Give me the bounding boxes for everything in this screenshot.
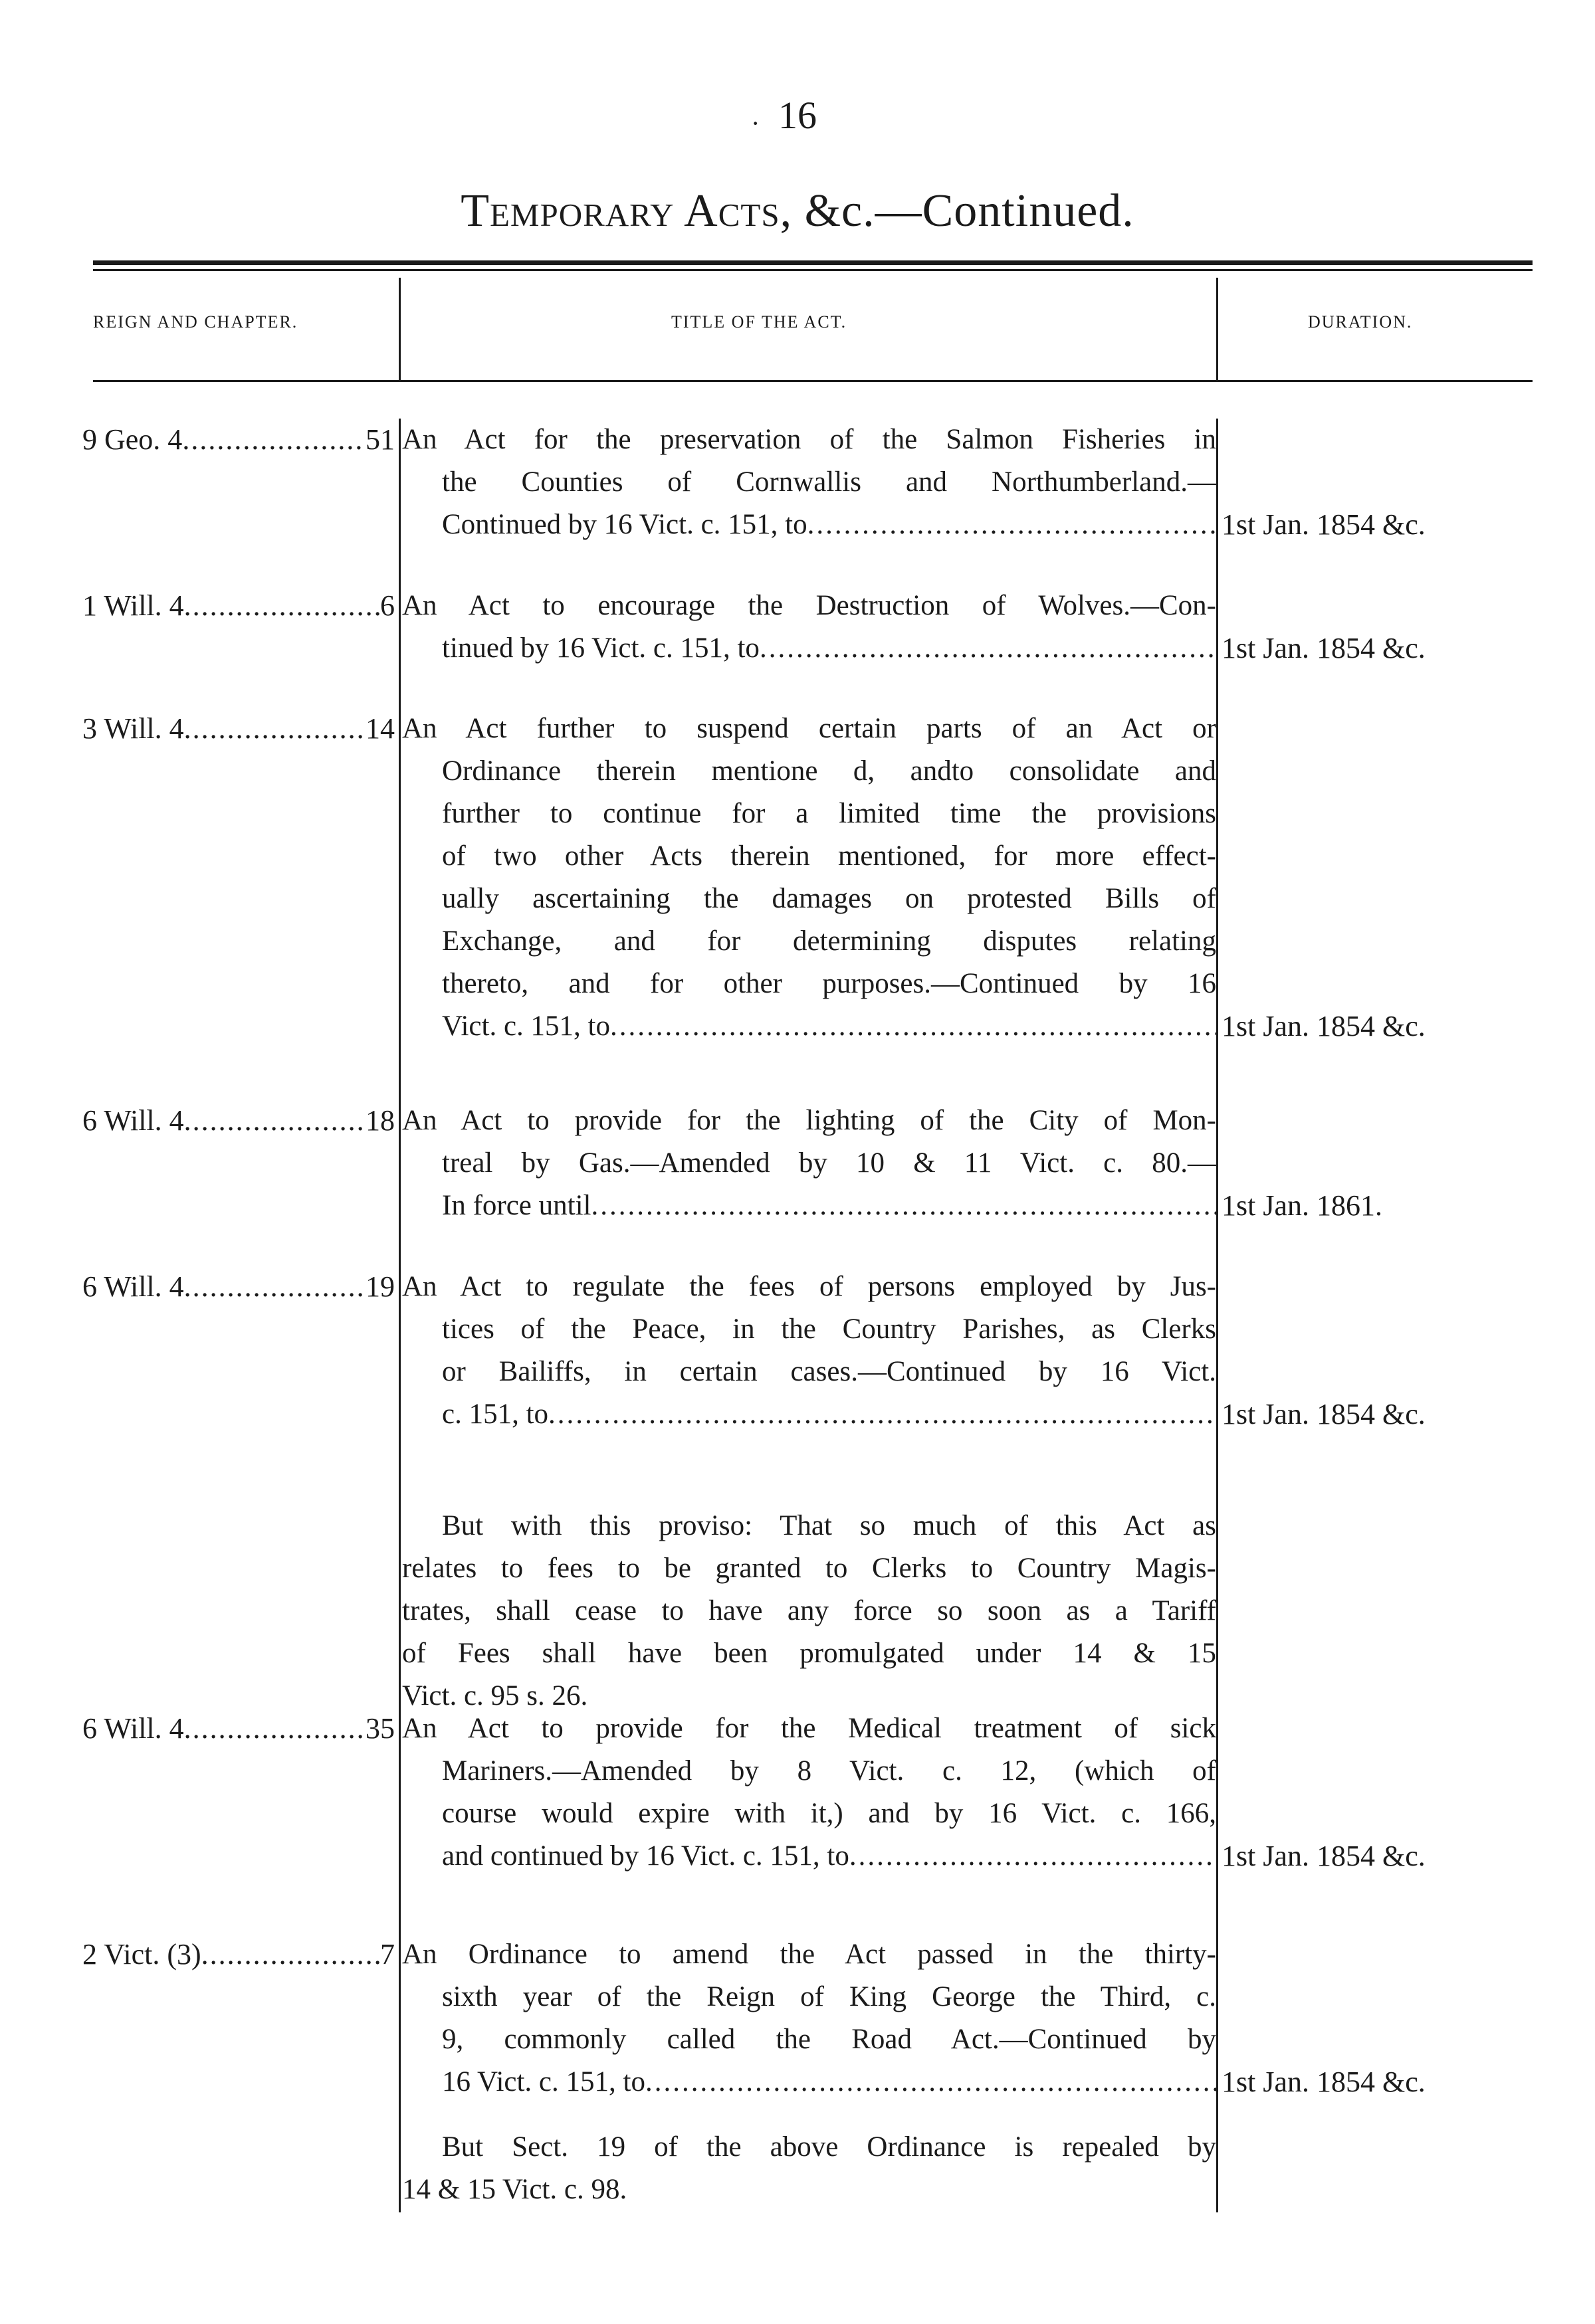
act-title: [402, 708, 1216, 1048]
leader-dots: [184, 1266, 366, 1308]
reign-name: 1 Will. 4: [82, 589, 184, 622]
leader-dots: [610, 1005, 1216, 1048]
act-title-line: [402, 2061, 1216, 2103]
act-title-text: Vict. c. 151, to: [442, 1011, 610, 1042]
act-title-line: An Act to provide for the Medical treatment of sick: [402, 1713, 1216, 1744]
reign-chapter: [82, 708, 395, 750]
reign-name: 6 Will. 4: [82, 1712, 184, 1745]
duration: 1st Jan. 1861.: [1222, 1189, 1382, 1222]
act-title-line: An Ordinance to amend the Act passed in the thirty-: [402, 1939, 1216, 1970]
page-title: [0, 185, 1595, 238]
reign-chapter: [82, 1933, 395, 1976]
act-title-line: [402, 1835, 1216, 1878]
act-title-line: Ordinance therein mentione d, andto consolidate and: [442, 755, 1216, 787]
title-rest: , &c.—Continued.: [780, 185, 1134, 237]
chapter-number: 6: [380, 589, 395, 622]
leader-dots: [548, 1393, 1216, 1436]
act-title-line: [402, 504, 1216, 546]
proviso-note: [402, 1505, 1216, 1717]
act-title-line: 9, commonly called the Road Act.—Continued by: [442, 2024, 1216, 2055]
reign-name: 3 Will. 4: [82, 712, 184, 745]
act-title: [402, 585, 1216, 670]
proviso-line: 14 & 15 Vict. c. 98.: [402, 2174, 627, 2205]
act-title-line: of two other Acts therein mentioned, for more effect-: [442, 840, 1216, 872]
duration: 1st Jan. 1854 &c.: [1222, 1398, 1426, 1430]
act-title-line: treal by Gas.—Amended by 10 & 11 Vict. c. 80.—: [442, 1147, 1216, 1179]
header-divider-right: [1216, 278, 1218, 381]
proviso-line: trates, shall cease to have any force so soon as a Tariff: [402, 1595, 1216, 1626]
act-title: [402, 1707, 1216, 1878]
proviso-line: relates to fees to be granted to Clerks to Country Magis-: [402, 1553, 1216, 1584]
act-title: [402, 1100, 1216, 1227]
leader-dots: [645, 2061, 1216, 2103]
proviso-line: But Sect. 19 of the above Ordinance is repealed by: [442, 2131, 1216, 2163]
chapter-number: 7: [380, 1938, 395, 1971]
proviso-line: Vict. c. 95 s. 26.: [402, 1680, 588, 1711]
act-title-line: [402, 1005, 1216, 1048]
chapter-number: 19: [366, 1270, 395, 1303]
header-divider-left: [399, 278, 401, 381]
reign-name: 9 Geo. 4: [82, 423, 183, 456]
page-number: [0, 93, 1595, 138]
leader-dots: [184, 1100, 366, 1142]
act-title-text: Continued by 16 Vict. c. 151, to: [442, 509, 807, 540]
reign-name: 6 Will. 4: [82, 1270, 184, 1303]
chapter-number: 14: [366, 712, 395, 745]
header-title: TITLE OF THE ACT.: [671, 312, 847, 332]
act-title-text: and continued by 16 Vict. c. 151, to: [442, 1840, 849, 1872]
act-title-text: In force until: [442, 1190, 591, 1221]
top-rule-thin: [93, 269, 1533, 271]
proviso-note: [402, 2126, 1216, 2211]
proviso-line: of Fees shall have been promulgated under 14 & 15: [402, 1638, 1216, 1669]
leader-dots: [184, 1707, 366, 1750]
act-title-line: sixth year of the Reign of King George the Third, c.: [442, 1981, 1216, 2012]
reign-name: 6 Will. 4: [82, 1104, 184, 1137]
reign-chapter: [82, 1707, 395, 1750]
leader-dots: [201, 1933, 380, 1976]
act-title: [402, 1933, 1216, 2103]
leader-dots: [591, 1185, 1216, 1227]
reign-chapter: [82, 585, 395, 627]
header-bottom-rule: [93, 380, 1533, 382]
duration: 1st Jan. 1854 &c.: [1222, 508, 1426, 541]
act-title-line: An Act to regulate the fees of persons employed by Jus-: [402, 1271, 1216, 1302]
chapter-number: 35: [366, 1712, 395, 1745]
act-title-line: Mariners.—Amended by 8 Vict. c. 12, (which of: [442, 1755, 1216, 1787]
proviso-line: But with this proviso: That so much of this Act as: [442, 1510, 1216, 1541]
header-duration: DURATION.: [1308, 312, 1413, 332]
act-title-text: 16 Vict. c. 151, to: [442, 2066, 645, 2097]
chapter-number: 18: [366, 1104, 395, 1137]
reign-chapter: [82, 1266, 395, 1308]
duration: 1st Jan. 1854 &c.: [1222, 1840, 1426, 1872]
act-title-line: ually ascertaining the damages on protested Bills of: [442, 883, 1216, 914]
act-title-text: c. 151, to: [442, 1399, 549, 1430]
duration: 1st Jan. 1854 &c.: [1222, 2066, 1426, 2098]
column-divider-left: [399, 419, 401, 2212]
act-title-line: tices of the Peace, in the Country Parishes, as Clerks: [442, 1313, 1216, 1345]
act-title-line: An Act for the preservation of the Salmon Fisheries in: [402, 424, 1216, 455]
act-title-line: [402, 627, 1216, 670]
page-number-text: 16: [778, 94, 817, 137]
act-title-line: An Act to provide for the lighting of the City of Mon-: [402, 1105, 1216, 1136]
act-title-line: An Act to encourage the Destruction of Wolves.—Con-: [402, 590, 1216, 621]
act-title-line: or Bailiffs, in certain cases.—Continued by 16 Vict.: [442, 1356, 1216, 1387]
header-reign: REIGN AND CHAPTER.: [93, 312, 298, 332]
leader-dots: [182, 419, 366, 461]
leader-dots: [849, 1835, 1216, 1878]
reign-chapter: [82, 419, 395, 461]
stray-dot: ·: [751, 108, 760, 138]
duration: 1st Jan. 1854 &c.: [1222, 1010, 1426, 1042]
reign-name: 2 Vict. (3): [82, 1938, 201, 1971]
act-title-line: [402, 1185, 1216, 1227]
act-title-line: further to continue for a limited time the provisions: [442, 798, 1216, 829]
act-title-line: course would expire with it,) and by 16 Vict. c. 166,: [442, 1798, 1216, 1829]
reign-chapter: [82, 1100, 395, 1142]
leader-dots: [184, 585, 380, 627]
chapter-number: 51: [366, 423, 395, 456]
column-divider-right: [1216, 419, 1218, 2212]
act-title-line: An Act further to suspend certain parts of an Act or: [402, 713, 1216, 744]
act-title-line: Exchange, and for determining disputes relating: [442, 925, 1216, 957]
act-title-line: the Counties of Cornwallis and Northumberland.—: [442, 466, 1216, 498]
act-title-line: thereto, and for other purposes.—Continued by 16: [442, 968, 1216, 999]
top-rule-thick: [93, 260, 1533, 265]
act-title: [402, 419, 1216, 546]
act-title-line: [402, 1393, 1216, 1436]
leader-dots: [760, 627, 1216, 670]
act-title: [402, 1266, 1216, 1436]
leader-dots: [184, 708, 366, 750]
duration: 1st Jan. 1854 &c.: [1222, 632, 1426, 664]
act-title-text: tinued by 16 Vict. c. 151, to: [442, 632, 760, 664]
title-small-caps: Temporary Acts: [461, 185, 780, 237]
leader-dots: [807, 504, 1216, 546]
